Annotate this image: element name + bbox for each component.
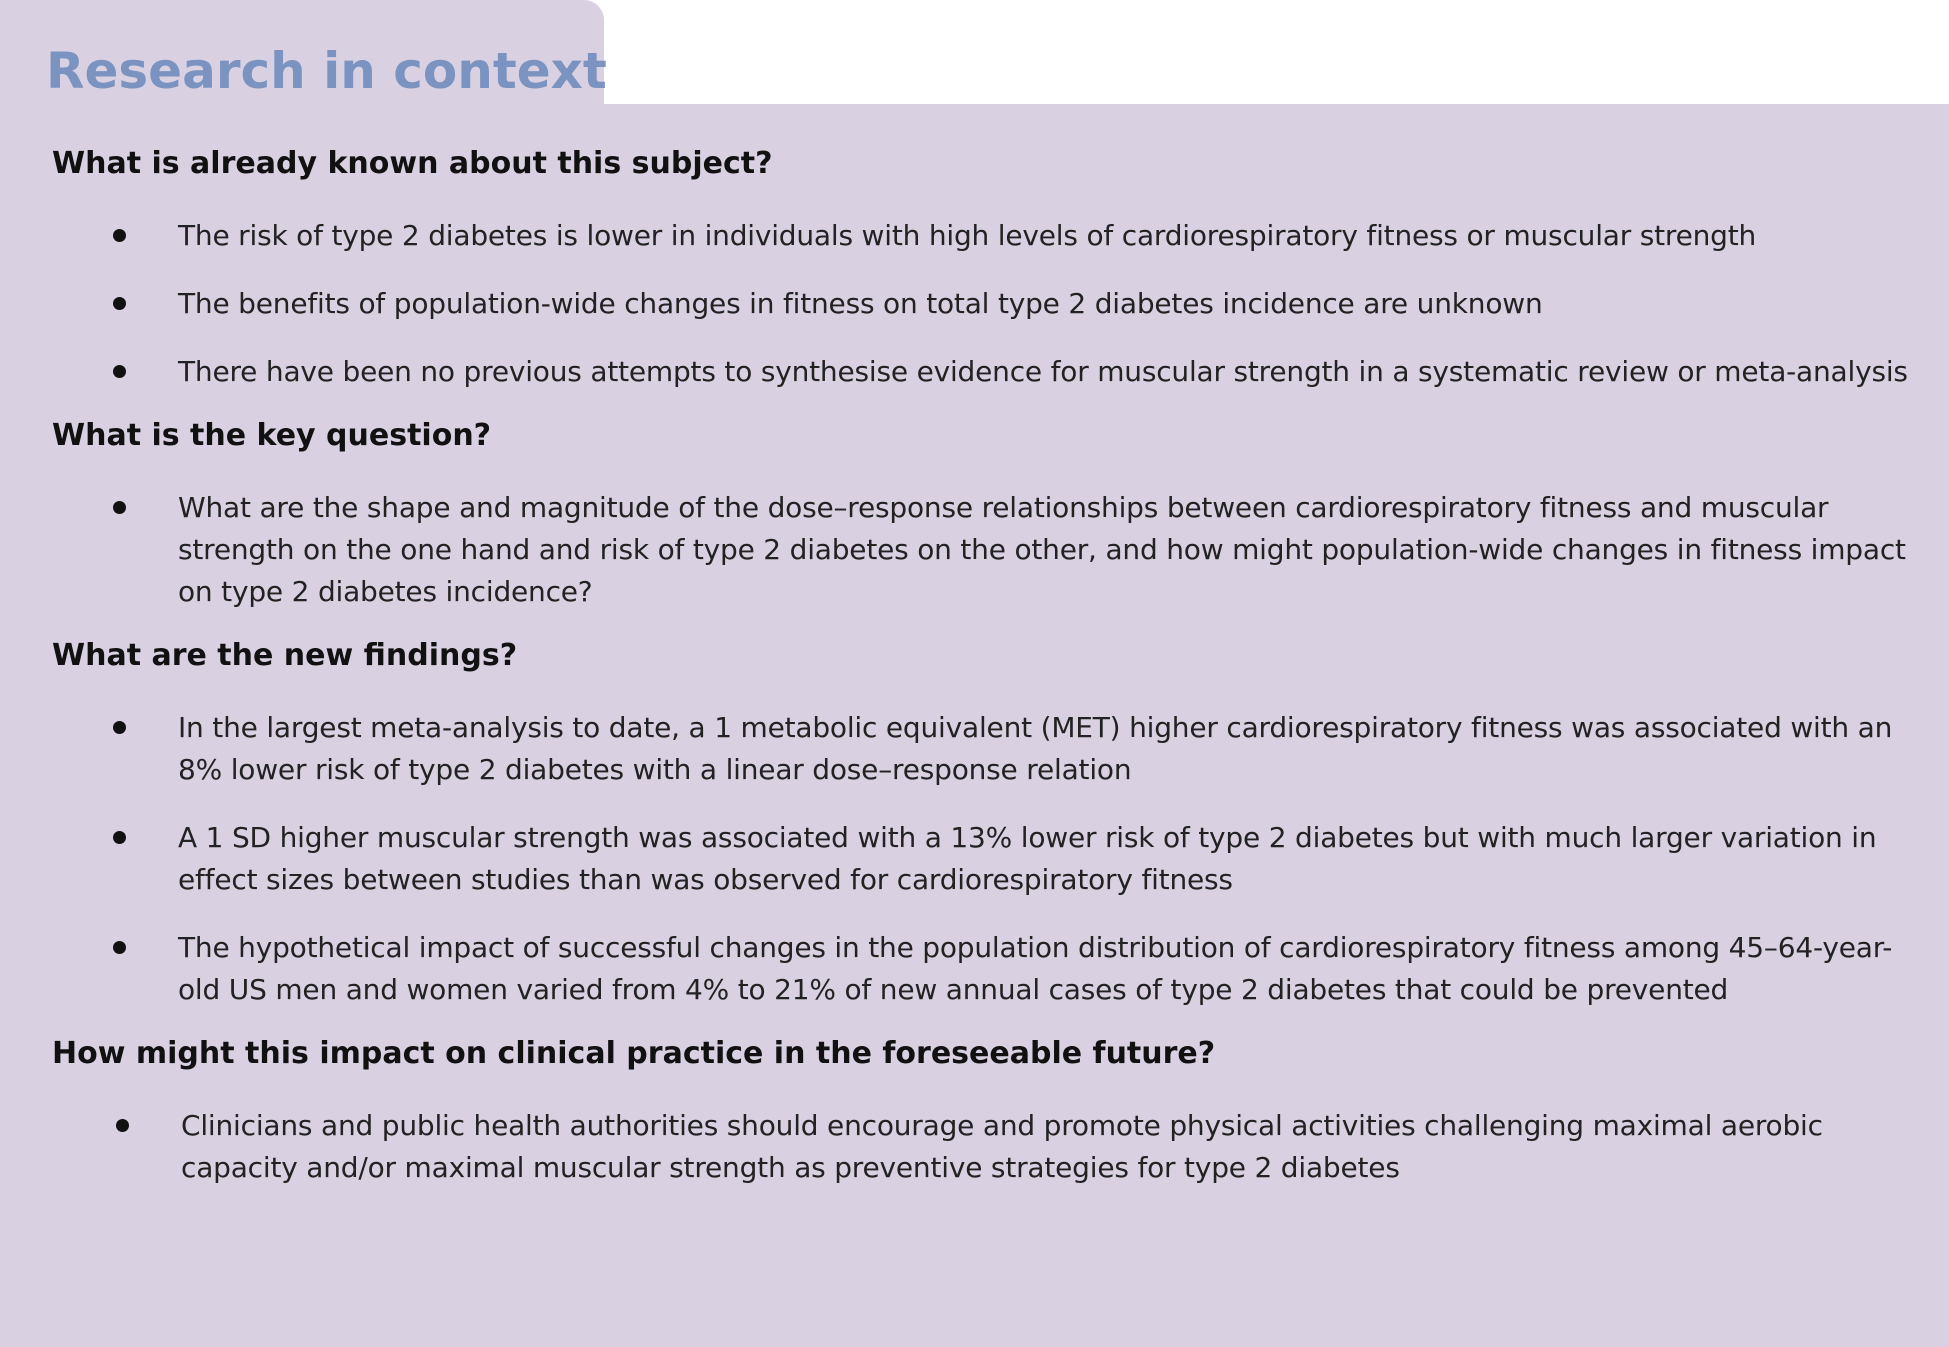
- bullet-icon: [113, 229, 126, 242]
- bullet-item: [52, 817, 1912, 901]
- bullet-icon: [113, 297, 126, 310]
- section-heading: What is the key question?: [52, 418, 492, 453]
- bullet-item: [52, 283, 1912, 325]
- section-heading: What are the new findings?: [52, 638, 518, 673]
- bullet-text: In the largest meta-analysis to date, a 1 metabolic equivalent (MET) higher cardiorespiratory fitness was associated with an 8% lower risk of type 2 diabetes with a linear dose–response relation: [178, 711, 1893, 786]
- section-heading: What is already known about this subject?: [52, 146, 773, 181]
- bullet-text: The risk of type 2 diabetes is lower in individuals with high levels of cardiorespiratory fitness or muscular strength: [178, 219, 1757, 252]
- section-heading: How might this impact on clinical practice in the foreseeable future?: [52, 1036, 1216, 1071]
- section-clinical-impact: [52, 1033, 1912, 1189]
- bullet-list: [52, 707, 1912, 1011]
- section-new-findings: [52, 635, 1912, 1011]
- bullet-item: [52, 215, 1912, 257]
- section-key-question: [52, 415, 1912, 613]
- bullet-icon: [113, 365, 126, 378]
- bullet-icon: [113, 501, 126, 514]
- bullet-text: The benefits of population-wide changes in fitness on total type 2 diabetes incidence are unknown: [178, 287, 1543, 320]
- bullet-item: [52, 927, 1912, 1011]
- bullet-text: What are the shape and magnitude of the dose–response relationships between cardiorespiratory fitness and muscular strength on the one hand and risk of type 2 diabetes on the other, and how might population-wide changes in fitness impact on type 2 diabetes incidence?: [178, 491, 1906, 608]
- bullet-list: [52, 1105, 1912, 1189]
- bullet-item: [52, 351, 1912, 393]
- bullet-icon: [116, 1119, 129, 1132]
- bullet-icon: [113, 941, 126, 954]
- bullet-icon: [113, 831, 126, 844]
- bullet-text: There have been no previous attempts to synthesise evidence for muscular strength in a systematic review or meta-analysis: [178, 355, 1908, 388]
- bullet-list: [52, 215, 1912, 393]
- bullet-item: [52, 707, 1912, 791]
- bullet-text: The hypothetical impact of successful changes in the population distribution of cardiorespiratory fitness among 45–64-year-old US men and women varied from 4% to 21% of new annual cases of type 2 diabetes that could be prevented: [178, 931, 1893, 1006]
- bullet-icon: [113, 721, 126, 734]
- box-title: Research in context: [46, 42, 607, 100]
- bullet-item: [52, 1105, 1912, 1189]
- research-content: [52, 143, 1912, 1189]
- bullet-text: Clinicians and public health authorities should encourage and promote physical activities challenging maximal aerobic capacity and/or maximal muscular strength as preventive strategies for type 2 diabetes: [181, 1109, 1823, 1184]
- bullet-list: [52, 487, 1912, 613]
- bullet-item: [52, 487, 1912, 613]
- section-already-known: [52, 143, 1912, 393]
- bullet-text: A 1 SD higher muscular strength was associated with a 13% lower risk of type 2 diabetes but with much larger variation in effect sizes between studies than was observed for cardiorespiratory fitness: [178, 821, 1877, 896]
